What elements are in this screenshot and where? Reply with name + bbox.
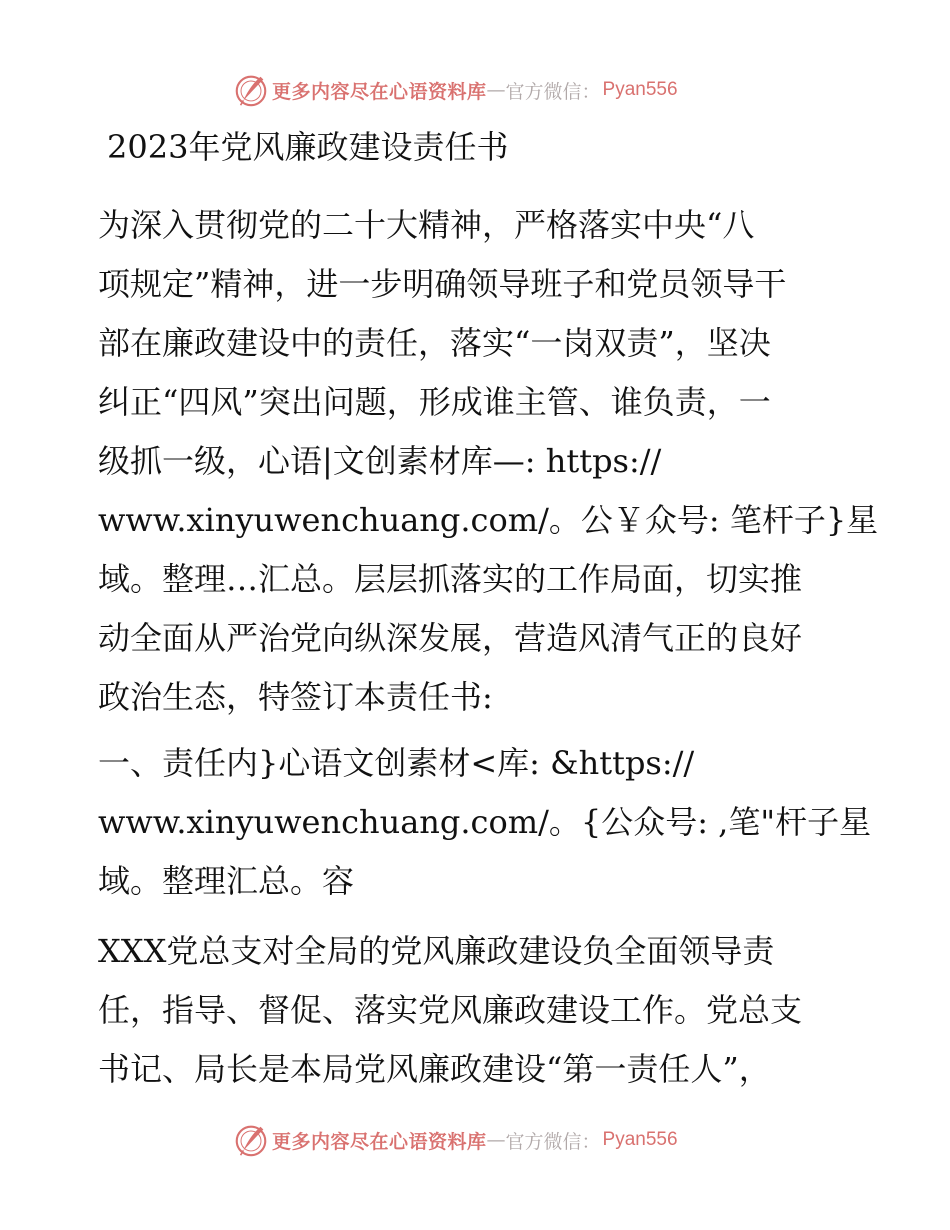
watermark-separator: — <box>486 1129 506 1151</box>
text-line: 级抓一级，心语|文创素材库—: https:// <box>98 442 662 480</box>
text-line: 纠正“四风”突出问题，形成谁主管、谁负责，一 <box>98 383 771 421</box>
footer-watermark <box>232 1120 678 1160</box>
text-line: 为深入贯彻党的二十大精神，严格落实中央“八 <box>98 206 755 244</box>
text-line: 域。整理…汇总。层层抓落实的工作局面，切实推 <box>98 560 803 598</box>
text-line: 书记、局长是本局党风廉政建设“第一责任人”， <box>98 1050 771 1088</box>
paragraph-intro <box>98 196 878 727</box>
watermark-separator: — <box>486 79 506 101</box>
watermark-site-text: 更多内容尽在心语资料库 <box>272 80 487 103</box>
text-line: 部在廉政建设中的责任，落实“一岗双责”，坚决 <box>98 324 771 362</box>
text-line: 政治生态，特签订本责任书: <box>98 678 493 716</box>
quill-logo-icon <box>232 71 270 109</box>
watermark-site-text: 更多内容尽在心语资料库 <box>272 1130 487 1153</box>
watermark-wechat-label: 官方微信： <box>505 80 601 103</box>
text-line: 项规定”精神，进一步明确领导班子和党员领导干 <box>98 265 787 303</box>
header-watermark <box>232 70 678 110</box>
text-line: www.xinyuwenchuang.com/。{公众号: ,笔"杆子星 <box>98 803 872 841</box>
text-line: 域。整理汇总。容 <box>98 862 355 900</box>
text-line: 任，指导、督促、落实党风廉政建设工作。党总支 <box>98 991 803 1029</box>
text-line: XXX党总支对全局的党风廉政建设负全面领导责 <box>98 932 775 970</box>
text-line: 动全面从严治党向纵深发展，营造风清气正的良好 <box>98 619 803 657</box>
watermark-wechat-label: 官方微信： <box>505 1130 601 1153</box>
paragraph-responsibility <box>98 922 802 1099</box>
quill-logo-icon <box>232 1121 270 1159</box>
text-line: www.xinyuwenchuang.com/。公￥众号: 笔杆子}星 <box>98 501 879 539</box>
watermark-wechat-id: Pyan556 <box>602 79 678 100</box>
watermark-wechat-id: Pyan556 <box>602 1129 678 1150</box>
text-line: 一、责任内}心语文创素材<库: &https:// <box>98 744 695 782</box>
paragraph-section-heading <box>98 734 871 911</box>
document-title: 2023年党风廉政建设责任书 <box>107 128 509 166</box>
